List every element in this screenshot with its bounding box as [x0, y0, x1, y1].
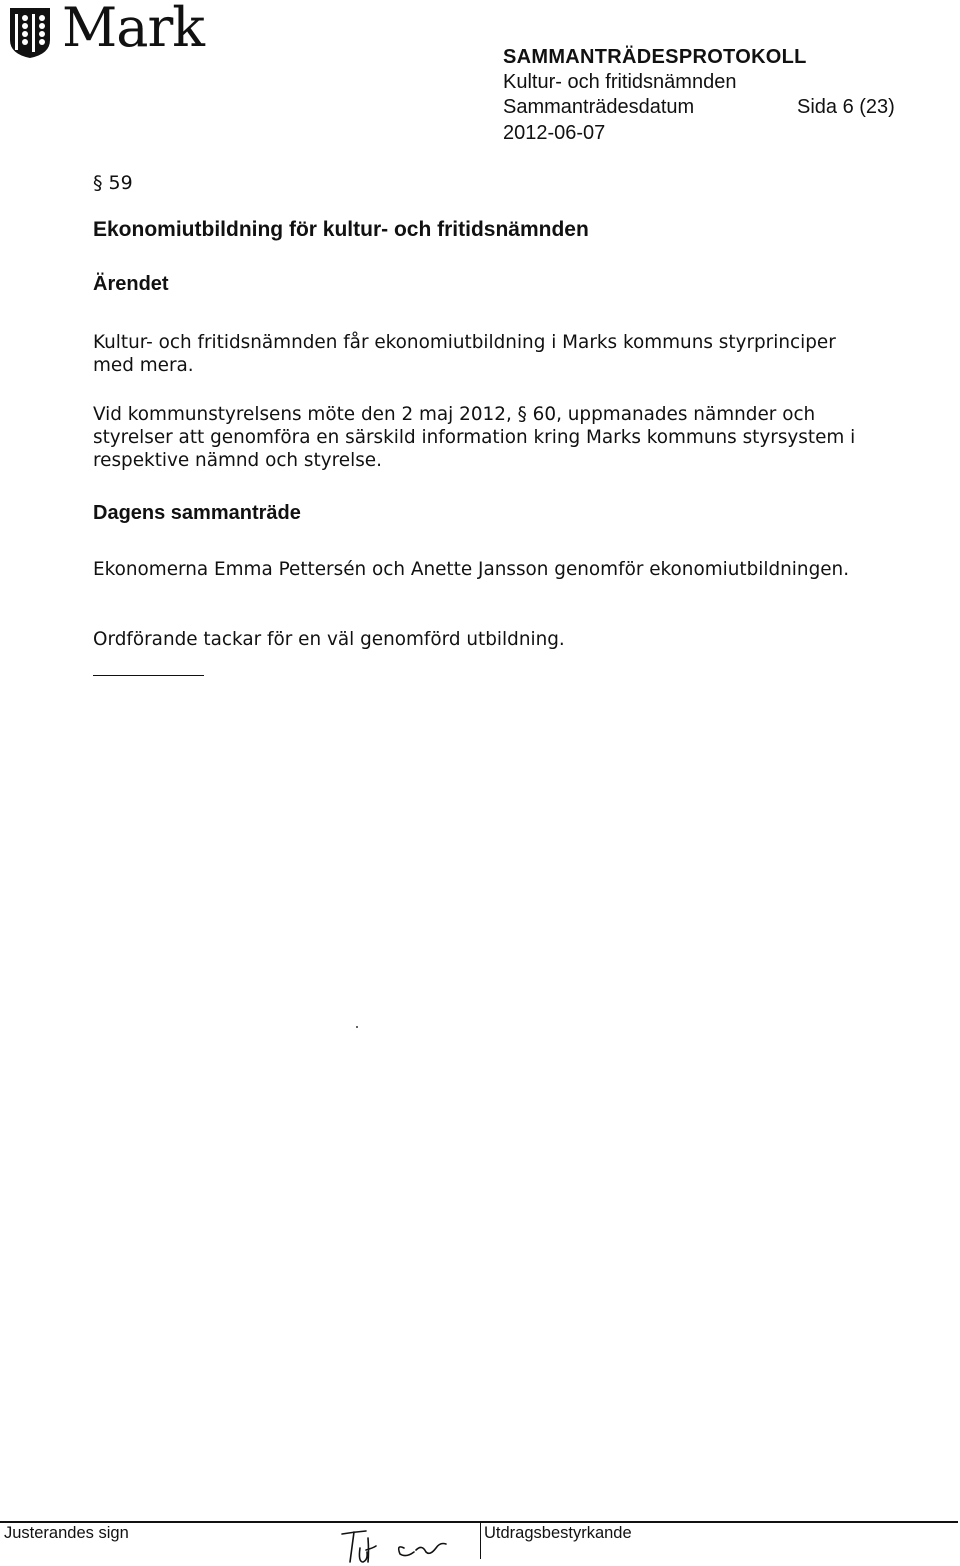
- meeting-date: 2012-06-07: [503, 122, 606, 144]
- signature-initials-icon: [338, 1522, 473, 1566]
- page-title: Ekonomiutbildning för kultur- och fritidsnämnden: [93, 218, 589, 241]
- end-rule: [93, 675, 204, 676]
- subheading-arendet: Ärendet: [93, 273, 169, 295]
- paragraph-1: Kultur- och fritidsnämnden får ekonomiutbildning i Marks kommuns styrprinciper med mera.: [93, 332, 836, 376]
- paragraph-3: Ekonomerna Emma Pettersén och Anette Jansson genomför ekonomiutbildningen.: [93, 559, 850, 580]
- utdragsbestyrkande-label: Utdragsbestyrkande: [484, 1524, 632, 1542]
- paragraph-2: Vid kommunstyrelsens möte den 2 maj 2012, § 60, uppmanades nämnder och styrelser att genomföra en särskild information kring Marks kommuns styrsystem i respektive nämnd och styrelse.: [93, 404, 856, 471]
- stray-mark: [356, 1026, 358, 1028]
- page-number: Sida 6 (23): [797, 96, 895, 118]
- brand-name: Mark: [62, 0, 205, 59]
- paragraph-4: Ordförande tackar för en väl genomförd utbildning.: [93, 629, 565, 650]
- footer-divider: [480, 1521, 481, 1559]
- committee-name: Kultur- och fritidsnämnden: [503, 71, 737, 93]
- section-number: § 59: [93, 172, 133, 194]
- subheading-dagens-sammantrade: Dagens sammanträde: [93, 502, 301, 524]
- justerandes-sign-label: Justerandes sign: [4, 1524, 129, 1542]
- date-label: Sammanträdesdatum: [503, 96, 695, 118]
- mark-kommun-logo-icon: [8, 6, 52, 60]
- document-type: SAMMANTRÄDESPROTOKOLL: [503, 46, 807, 68]
- footer-rule: [0, 1521, 958, 1523]
